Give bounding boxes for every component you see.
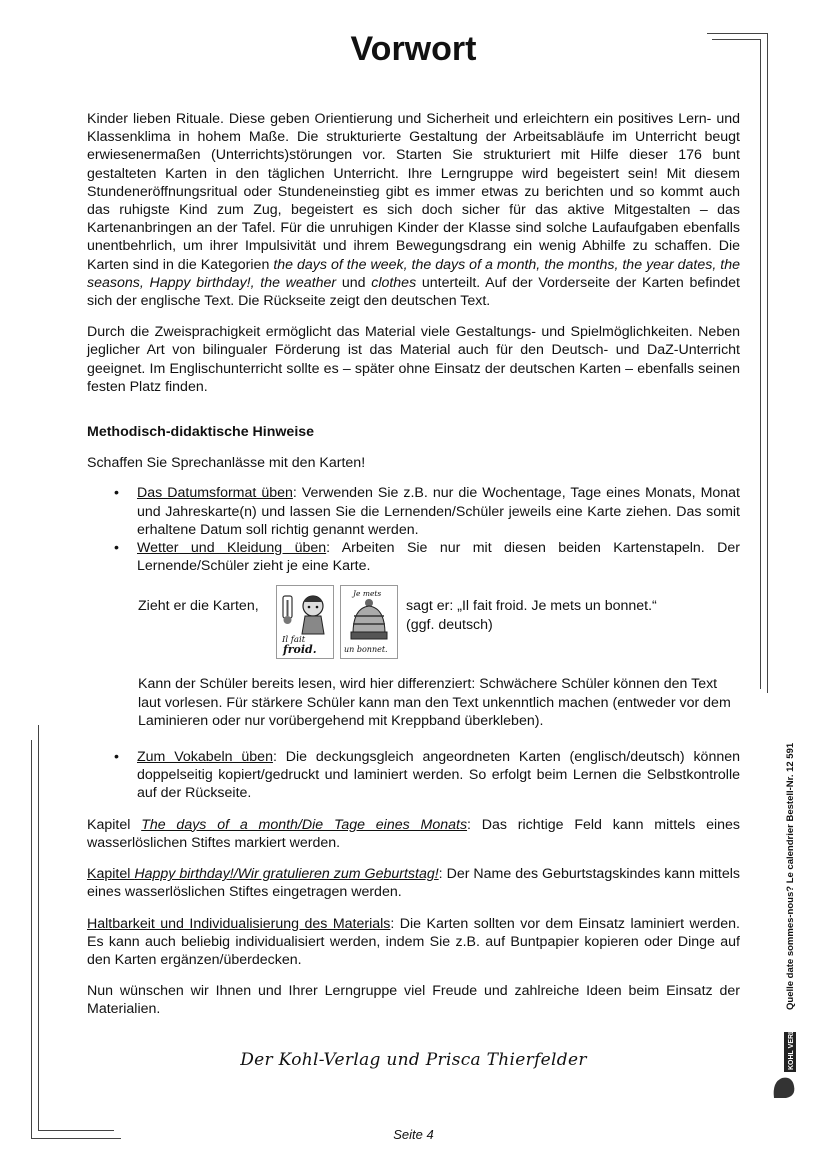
clothes-card bbox=[340, 585, 398, 659]
card1-text-b: froid. bbox=[283, 643, 317, 657]
logo-text: KOHL VERLAG bbox=[788, 1030, 795, 1070]
example-says-line: sagt er: „Il fait froid. Je mets un bonnet.“ bbox=[406, 598, 657, 615]
example-says bbox=[404, 585, 657, 633]
frame-line-right-vertical-2 bbox=[760, 39, 761, 689]
intro-paragraph-1: Kinder lieben Rituale. Diese geben Orientierung und Sicherheit und erleichtern ein positives Lern- und Klassenklima in hohem Maße. Die strukturierte Gestaltung der Arbeitsabläufe im Unterricht beugt erwiesenermaßen (Unterrichts)störungen vor. Starten Sie strukturiert mit Hilfe dieser 176 bunt gestalteten Karten in den täglichen Unterricht. Ihre Lerngruppe wird begeistert sein! Mit diesem Stundeneröffnungsritual oder Stundeneinstieg gibt es immer etwas zu berichten und so kommt auch das ruhigste Kind zum Zug, begeistert es sich doch sicher für das aktive Mitgestalten – das Kartenanbringen an der Tafel. Für die unruhigen Kinder der Klasse sind solche Laufaufgaben ebenfalls unentbehrlich, um ihrer Impulsivität und ihrem Bewegungsdrang ein wenig Abhilfe zu schaffen. Die Karten sind in die Kategorien the days of the week, the days of a month, the months, the year dates, the seasons, Happy birthday!, the weather und clothes unterteilt. Auf der Vorderseite der Karten befindet sich der englische Text. Die Rückseite zeigt den deutschen Text. bbox=[87, 111, 740, 310]
chapter-days-paragraph: Kapitel The days of a month/Die Tage eines Monats: Das richtige Feld kann mittels eines wasserlöslichen Stiftes markiert werden. bbox=[87, 816, 740, 851]
example-lead: Zieht er die Karten, bbox=[138, 598, 259, 615]
list-item-vokabeln: • Zum Vokabeln üben: Die deckungsgleich angeordneten Karten (englisch/deutsch) können doppelseitig kopiert/gedruckt und laminiert werden. So erfolgt beim Lernen die Selbstkontrolle auf der Rückseite. bbox=[87, 748, 740, 803]
example-note: (ggf. deutsch) bbox=[406, 616, 493, 633]
card1-text-a: Il fait bbox=[282, 635, 306, 646]
durability-paragraph: Haltbarkeit und Individualisierung des Materials: Die Karten sollten vor dem Einsatz laminiert werden. Es kann auch beliebig individualisiert werden, indem Sie z.B. auf Buntpapier kopieren oder Dinge auf den Karten ergänzen/überdecken. bbox=[87, 915, 740, 968]
cold-kid-icon bbox=[277, 586, 333, 658]
card2-text-a: Je mets bbox=[353, 589, 382, 599]
differentiate-paragraph: Kann der Schüler bereits lesen, wird hier differenziert: Schwächere Schüler können den Text laut vorlesen. Für stärkere Schüler kann man den Text unkenntlich machen (entweder vor dem Laminieren oder nur vorübergehend mit Kreppband überkleben). bbox=[138, 676, 731, 729]
sidebar-order-text: Quelle date sommes-nous? Le calendrier Bestell-Nr. 12 591 bbox=[785, 742, 796, 1010]
hint-list-2 bbox=[87, 748, 740, 803]
kohl-verlag-logo-icon bbox=[770, 1030, 800, 1100]
signature: Der Kohl-Verlag und Prisca Thierfelder bbox=[240, 1050, 587, 1070]
card2-text-b: un bonnet. bbox=[344, 645, 388, 655]
page-number: Seite 4 bbox=[393, 1127, 434, 1142]
main-content bbox=[87, 110, 740, 1019]
frame-line-left-vertical bbox=[31, 740, 32, 1138]
closing-paragraph: Nun wünschen wir Ihnen und Ihrer Lerngruppe viel Freude und zahlreiche Ideen beim Einsatz der Materialien. bbox=[87, 983, 740, 1018]
section-heading: Methodisch-didaktische Hinweise bbox=[87, 424, 315, 441]
page-title: Vorwort bbox=[350, 30, 477, 68]
list-item-datumsformat: • Das Datumsformat üben: Verwenden Sie z.B. nur die Wochentage, Tage eines Monats, Monat und Jahreskarte(n) und lassen Sie die Lernenden/Schüler jeweils eine Karte ziehen. Das somit erhaltene Datum soll richtig genannt werden. bbox=[87, 484, 740, 539]
weather-card bbox=[276, 585, 334, 659]
hint-list bbox=[87, 484, 740, 575]
frame-line-right-vertical bbox=[767, 33, 768, 693]
intro-paragraph-2: Durch die Zweisprachigkeit ermöglicht das Material viele Gestaltungs- und Spielmöglichkeiten. Neben jeglicher Art von bilingualer Förderung ist das Material auch für den Deutsch- und DaZ-Unterricht geeignet. Im Englischunterricht sollte es – später ohne Einsatz der deutschen Karten – ebenfalls seinen festen Platz finden. bbox=[87, 324, 740, 395]
example-cards-row bbox=[138, 585, 740, 661]
section-lead: Schaffen Sie Sprechanlässe mit den Karten! bbox=[87, 455, 366, 472]
chapter-birthday-paragraph: Kapitel Happy birthday!/Wir gratulieren zum Geburtstag!: Der Name des Geburtstagskindes kann mittels eines wasserlöslichen Stiftes eingetragen werden. bbox=[87, 866, 740, 901]
list-item-wetter-kleidung: • Wetter und Kleidung üben: Arbeiten Sie nur mit diesen beiden Kartenstapeln. Der Lernende/Schüler zieht je eine Karte. bbox=[87, 539, 740, 575]
bonnet-icon bbox=[341, 586, 397, 658]
